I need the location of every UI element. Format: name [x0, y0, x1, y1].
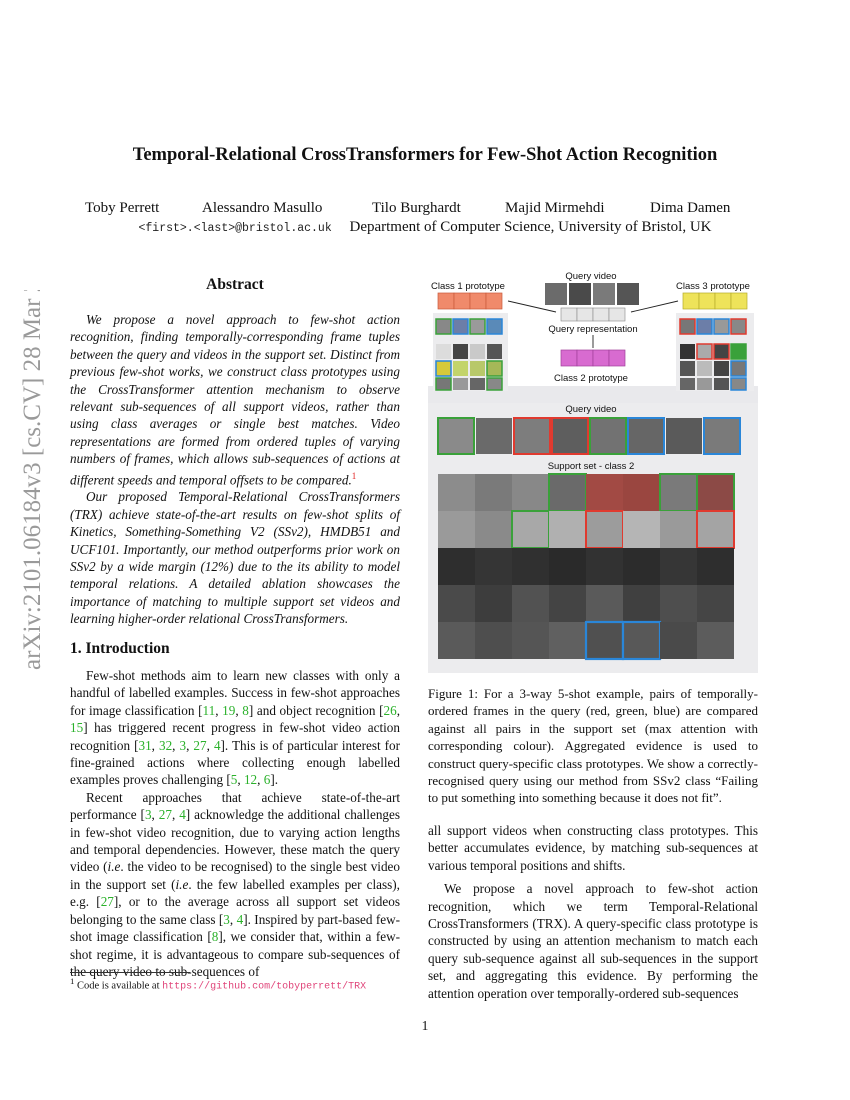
author-2: Alessandro Masullo — [202, 200, 323, 216]
abstract-text-1: We propose a novel approach to few-shot action recognition, finding temporally-corresponding frame tuples between the query and videos in the support set. Distinct from previous few-shot works, we construct class prototypes using the CrossTransformer attention mechanism to observe relevant sub-sequences of all support videos, rather than using class averages or single best matches. Video representations are formed from ordered tuples of varying numbers of frames, which allows sub-sequences of actions at different speeds and temporal offsets to be compared. — [70, 312, 400, 488]
affiliation: Department of Computer Science, University of Bristol, UK — [349, 219, 712, 235]
label-class2: Class 2 prototype — [554, 373, 628, 384]
author-1: Toby Perrett — [85, 200, 160, 216]
citation-link[interactable]: 26 — [383, 702, 397, 718]
footnote — [70, 976, 366, 993]
footnote-mark: 1 — [70, 976, 75, 986]
abstract-body — [70, 311, 400, 628]
citation-link[interactable]: 27 — [158, 807, 172, 823]
affiliation-line — [0, 219, 850, 236]
citation-link[interactable]: 19 — [222, 702, 236, 718]
arxiv-id: arXiv:2101.06184v3 [cs.CV] 28 Mar 2021 — [19, 290, 46, 670]
intro-paragraph-2: Recent approaches that achieve state-of-the-art performance [3, 27, 4] acknowledge the additional challenges in few-shot video recognition, due to varying action lengths and temporal dependencies. However, these match the query video (i.e. the video to be recognised) to the single best video in the support set (i.e. the few labelled examples per class), e.g. [27], or to the average across all support set videos belonging to the same class [3, 4]. Inspired by part-based few-shot image classification [8], we consider that, within a few-shot regime, it is advantageous to compare sub-sequences of the query video to sub-sequences of — [70, 789, 401, 979]
abstract-paragraph-2: Our proposed Temporal-Relational CrossTransformers (TRX) achieve state-of-the-art results on few-shot splits of Kinetics, Something-Something V2 (SSv2), HMDB51 and UCF101. Importantly, our method outperforms prior work on SSv2 by a wide margin (12%) due to the its ability to model temporal relations. A detailed ablation showcases the importance of matching to multiple support set videos and learning higher-order relational CrossTransformers. — [70, 489, 400, 627]
label-query-video-2: Query video — [565, 404, 617, 415]
class2-prototype — [561, 350, 625, 366]
query-representation-blocks — [561, 308, 625, 321]
citation-link[interactable]: 4 — [213, 737, 221, 753]
citation-link[interactable]: 3 — [179, 737, 187, 753]
footnote-rule — [70, 972, 190, 973]
page-number: 1 — [421, 1018, 429, 1033]
support-set-grid — [438, 474, 734, 659]
citation-link[interactable]: 12 — [243, 772, 258, 788]
right-column-body — [428, 822, 758, 1002]
figure-1-caption: Figure 1: For a 3-way 5-shot example, pairs of temporally-ordered frames in the query (red, green, blue) are compared against all pairs in the support set (max attention with corresponding colour). Aggregated evidence is used to construct query-specific class prototypes. We show a correctly-recognised query using our method from SSv2 class “Failing to put something into something because it does not fit”. — [428, 686, 758, 806]
label-class1: Class 1 prototype — [431, 281, 505, 292]
citation-link[interactable]: 31 — [138, 737, 152, 753]
abstract-paragraph-1 — [70, 311, 400, 488]
citation-link[interactable]: 5 — [230, 772, 238, 788]
label-query-video: Query video — [565, 271, 617, 282]
section-heading-introduction: 1. Introduction — [70, 640, 170, 657]
footnote-ref[interactable]: 1 — [351, 470, 357, 481]
footnote-text: Code is available at — [77, 980, 160, 992]
class1-prototype — [438, 293, 502, 309]
citation-link[interactable]: 11 — [202, 702, 216, 718]
paper-title: Temporal-Relational CrossTransformers for Few-Shot Action Recognition — [132, 145, 718, 165]
code-url-link[interactable]: https://github.com/tobyperrett/TRX — [162, 981, 367, 993]
author-email: <first>.<last>@bristol.ac.uk — [138, 222, 332, 235]
citation-link[interactable]: 3 — [144, 807, 152, 823]
citation-link[interactable]: 27 — [193, 737, 207, 753]
citation-link[interactable]: 8 — [242, 702, 249, 718]
class3-prototype — [683, 293, 747, 309]
label-class3: Class 3 prototype — [676, 281, 750, 292]
citation-link[interactable]: 27 — [100, 894, 114, 910]
author-3: Tilo Burghardt — [372, 200, 461, 216]
label-support-set: Support set - class 2 — [547, 461, 635, 472]
citation-link[interactable]: 6 — [263, 772, 271, 788]
citation-link[interactable]: 15 — [70, 720, 84, 736]
author-list — [85, 200, 785, 217]
citation-link[interactable]: 4 — [179, 807, 186, 823]
author-5: Dima Damen — [650, 200, 731, 216]
arxiv-stamp — [8, 290, 48, 670]
author-4: Majid Mirmehdi — [505, 200, 605, 216]
citation-link[interactable]: 32 — [158, 737, 173, 753]
query-video-frames — [438, 418, 740, 454]
citation-link[interactable]: 8 — [211, 929, 219, 945]
citation-link[interactable]: 4 — [236, 911, 244, 927]
introduction-body — [70, 667, 400, 980]
figure-1 — [428, 268, 758, 673]
intro-paragraph-1: Few-shot methods aim to learn new classes with only a handful of labelled examples. Success in few-shot approaches for image classification [11, 19, 8] and object recognition [26, 15] has triggered recent progress in few-shot video action recognition [31, 32, 3, 27, 4]. This is of particular interest for fine-grained actions where collecting enough labelled examples proves challenging [5, 12, 6]. — [70, 668, 401, 788]
right-paragraph-2: We propose a novel approach to few-shot action recognition, which we term Temporal-Relational CrossTransformers (TRX). A query-specific class prototype is constructed by using an attention mechanism to match each query sub-sequence against all sub-sequences in the support set, and aggregating this evidence. By performing the attention operation over temporally-ordered sub-sequences — [428, 881, 758, 1001]
citation-link[interactable]: 3 — [223, 911, 230, 927]
right-paragraph-1: all support videos when constructing class prototypes. This better accumulates evidence, by matching sub-sequences at various temporal positions and shifts. — [428, 823, 758, 873]
label-query-representation: Query representation — [548, 324, 638, 335]
abstract-heading: Abstract — [206, 276, 264, 293]
